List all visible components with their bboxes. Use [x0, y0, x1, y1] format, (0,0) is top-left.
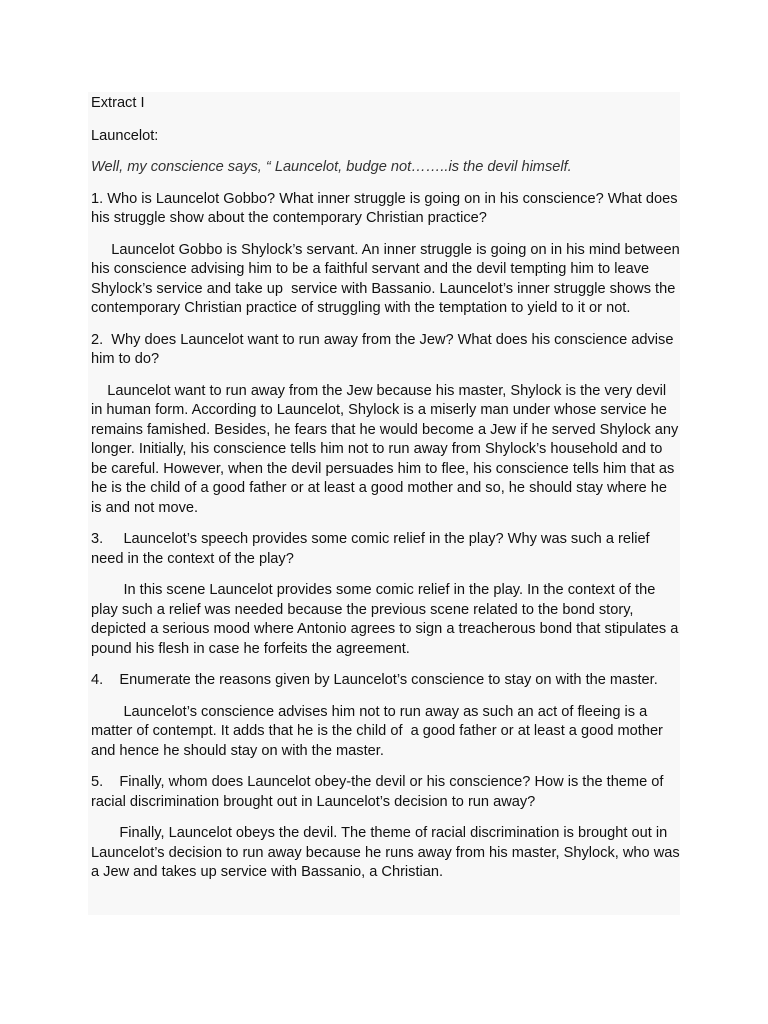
answer-3: In this scene Launcelot provides some comic relief in the play. In the context of the play such a relief was needed because the previous scene related to the bond story, depicted a serious mood where Antonio agrees to sign a treacherous bond that stipulates a pound his flesh in case he forfeits the agreement.	[91, 582, 683, 657]
answer-1: Launcelot Gobbo is Shylock’s servant. An inner struggle is going on in his mind between his conscience advising him to be a faithful servant and the devil tempting him to leave Shylock’s service and take up service with Bassanio. Launcelot’s inner struggle shows the contemporary Christian practice of struggling with the temptation to yield to it or not.	[91, 241, 684, 316]
answer-5: Finally, Launcelot obeys the devil. The theme of racial discrimination is brought out in Launcelot’s decision to run away because he runs away from his master, Shylock, who was a Jew and takes up service with Bassanio, a Christian.	[91, 825, 684, 880]
document-content	[91, 94, 684, 895]
quoted-line: Well, my conscience says, “ Launcelot, budge not……..is the devil himself.	[91, 159, 572, 175]
extract-title: Extract I	[91, 95, 145, 111]
answer-4: Launcelot’s conscience advises him not to run away as such an act of fleeing is a matter of contempt. It adds that he is the child of a good father or at least a good mother and hence he should stay on with the master.	[91, 703, 667, 759]
answer-2: Launcelot want to run away from the Jew because his master, Shylock is the very devil in human form. According to Launcelot, Shylock is a miserly man under whose service he remains famished. Besides, he fears that he would become a Jew if he served Shylock any longer. Initially, his conscience tells him not to run away from Shylock’s household and to be careful. However, when the devil persuades him to flee, his conscience tells him that as he is the child of a good father or at least a good mother and so, he should stay where he is and not move.	[91, 382, 683, 516]
question-5: 5. Finally, whom does Launcelot obey-the devil or his conscience? How is the theme of racial discrimination brought out in Launcelot’s decision to run away?	[91, 774, 668, 810]
speaker-label: Launcelot:	[91, 127, 159, 144]
question-1: 1. Who is Launcelot Gobbo? What inner struggle is going on in his conscience? What does his struggle show about the contemporary Christian practice?	[91, 190, 682, 226]
question-4: 4. Enumerate the reasons given by Launcelot’s conscience to stay on with the master.	[91, 672, 658, 688]
question-3: 3. Launcelot’s speech provides some comic relief in the play? Why was such a relief need in the context of the play?	[91, 531, 654, 567]
question-2: 2. Why does Launcelot want to run away from the Jew? What does his conscience advise him to do?	[91, 331, 678, 367]
